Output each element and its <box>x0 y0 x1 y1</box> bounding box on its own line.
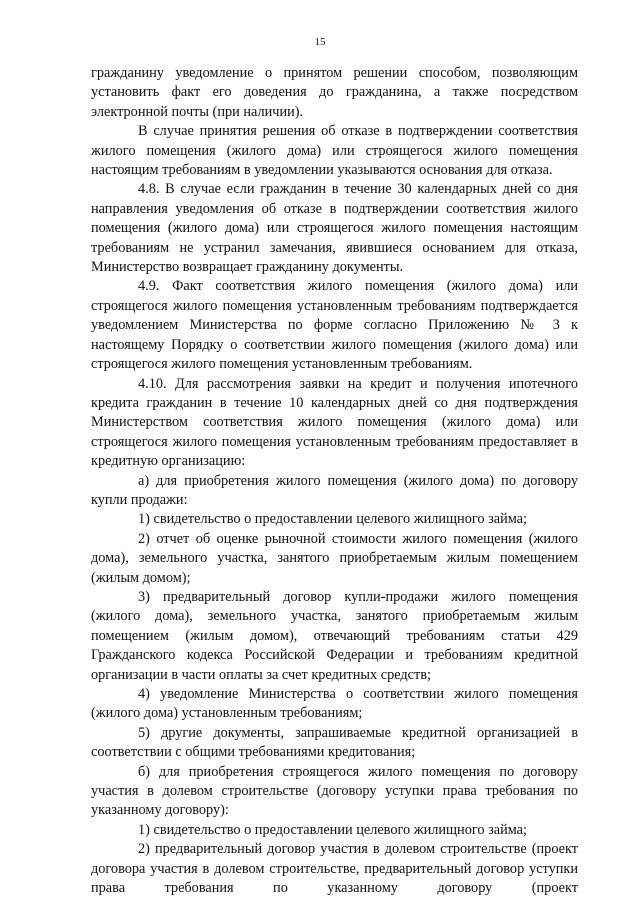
paragraph: 4.10. Для рассмотрения заявки на кредит и получения ипотечного кредита гражданин в течение 10 календарных дней со дня подтверждения Министерством соответствия жилого помещения (жилого дома) или строящегося жилого помещения установленным требованиям предоставляет в кредитную организацию: <box>91 375 578 470</box>
paragraph: а) для приобретения жилого помещения (жилого дома) по договору купли продажи: <box>91 472 578 508</box>
paragraph: 3) предварительный договор купли-продажи жилого помещения (жилого дома), земельного участка, занятого приобретаемым жилым помещением (жилым домом), отвечающий требованиям статьи 429 Гражданского кодекса Российской Федерации и требованиям кредитной организации в части оплаты за счет кредитных средств; <box>91 588 578 683</box>
paragraph: 1) свидетельство о предоставлении целевого жилищного займа; <box>138 511 527 528</box>
paragraph: гражданину уведомление о принятом решении способом, позволяющим установить факт его доведения до гражданина, а также посредством электронной почты (при наличии). <box>91 65 578 120</box>
paragraph: б) для приобретения строящегося жилого помещения по договору участия в долевом строительстве (договору уступки права требования по указанному договору): <box>91 763 578 819</box>
paragraph: 4.9. Факт соответствия жилого помещения (жилого дома) или строящегося жилого помещения установленным требованиям подтверждается уведомлением Министерства по форме согласно Приложению № 3 к настоящему Порядку о соответствии жилого помещения (жилого дома) или строящегося жилого помещения установленным требованиям. <box>91 278 578 373</box>
page-number: 15 <box>314 36 326 48</box>
paragraph: 2) отчет об оценке рыночной стоимости жилого помещения (жилого дома), земельного участка, занятого приобретаемым жилым помещением (жилым домом); <box>91 530 578 586</box>
paragraph: 4.8. В случае если гражданин в течение 30 календарных дней со дня направления уведомления об отказе в подтверждении соответствия жилого помещения (жилого дома) или строящегося жилого помещения настоящим требованиям не устранил замечания, явившиеся основанием для отказа, Министерство возвращает гражданину документы. <box>91 181 578 276</box>
paragraph: 2) предварительный договор участия в долевом строительстве (проект договора участия в долевом строительстве, предварительный договор уступки права требования по указанному договору (проект <box>91 841 578 897</box>
paragraph: 5) другие документы, запрашиваемые кредитной организацией в соответствии с общими требованиями кредитования; <box>91 724 578 761</box>
paragraph: В случае принятия решения об отказе в подтверждении соответствия жилого помещения (жилого дома) или строящегося жилого помещения настоящим требованиям в уведомлении указываются основания для отказа. <box>91 123 578 179</box>
paragraph: 4) уведомление Министерства о соответствии жилого помещения (жилого дома) установленным требованиям; <box>91 686 578 722</box>
paragraph: 1) свидетельство о предоставлении целевого жилищного займа; <box>138 821 527 838</box>
document-body <box>91 64 578 898</box>
